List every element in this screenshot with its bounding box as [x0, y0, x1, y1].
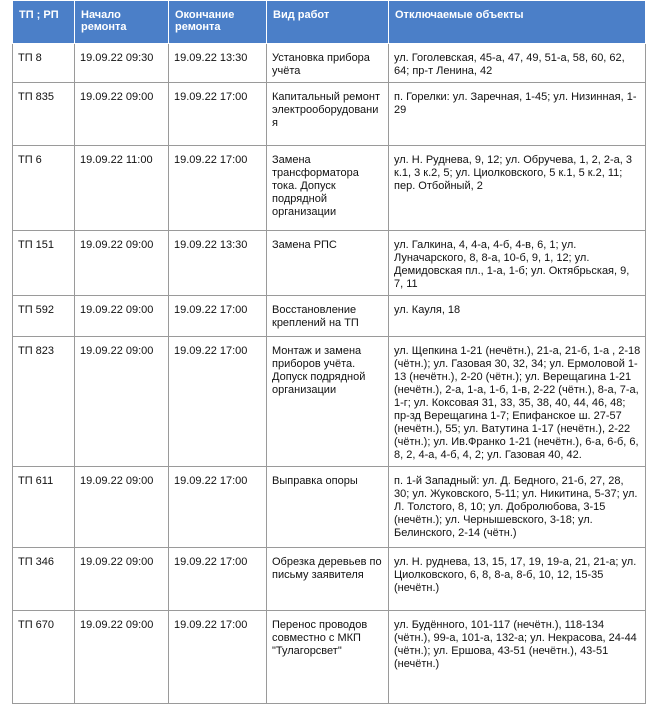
table-row	[13, 467, 646, 548]
cell-end: 19.09.22 17:00	[169, 548, 267, 611]
cell-start: 19.09.22 09:00	[75, 467, 169, 548]
cell-tp: ТП 823	[13, 337, 75, 467]
header-start: Начало ремонта	[75, 1, 169, 44]
cell-start: 19.09.22 09:00	[75, 611, 169, 704]
cell-end: 19.09.22 17:00	[169, 146, 267, 231]
table-header-row	[13, 1, 646, 44]
cell-start: 19.09.22 09:00	[75, 337, 169, 467]
cell-tp: ТП 151	[13, 231, 75, 296]
cell-tp: ТП 592	[13, 296, 75, 337]
table-row	[13, 548, 646, 611]
table-row	[13, 231, 646, 296]
cell-end: 19.09.22 17:00	[169, 296, 267, 337]
cell-end: 19.09.22 17:00	[169, 83, 267, 146]
cell-end: 19.09.22 17:00	[169, 467, 267, 548]
cell-start: 19.09.22 09:00	[75, 296, 169, 337]
outage-table	[12, 0, 646, 704]
cell-end: 19.09.22 13:30	[169, 231, 267, 296]
cell-end: 19.09.22 17:00	[169, 611, 267, 704]
cell-start: 19.09.22 11:00	[75, 146, 169, 231]
cell-objects: п. 1-й Западный: ул. Д. Бедного, 21-б, 27, 28, 30; ул. Жуковского, 5-11; ул. Никитина, 5-37; ул. Л. Толстого, 8, 10; ул. Добролюбова, 3-15 (нечётн.); ул. Чернышевского, 3-18; ул. Белинского, 2-14 (чётн.)	[389, 467, 646, 548]
cell-tp: ТП 8	[13, 44, 75, 83]
cell-work: Замена РПС	[267, 231, 389, 296]
cell-tp: ТП 611	[13, 467, 75, 548]
outage-schedule	[12, 0, 657, 704]
cell-tp: ТП 6	[13, 146, 75, 231]
cell-tp: ТП 346	[13, 548, 75, 611]
cell-objects: ул. Щепкина 1-21 (нечётн.), 21-а, 21-б, 1-а , 2-18 (чётн.); ул. Газовая 30, 32, 34; ул. Ермоловой 1-13 (нечётн.), 2-20 (чётн.); ул. Верещагина 1-21 (нечётн.), 2-а, 1-а, 1-б, 1-в, 2-22 (чётн.), 8-а, 7-а, 1-г; ул. Коксовая 31, 33, 35, 38, 40, 44, 46, 48; пр-зд Верещагина 1-7; Епифанское ш. 27-57 (нечётн.), 55; ул. Ватутина 1-17 (нечётн.), 2-22 (чётн.); ул. Ив.Франко 1-21 (нечётн.), 6-а, 6-б, 6, 8, 2, 4-а, 4-б, 4, 2; ул. Газовая 40, 42.	[389, 337, 646, 467]
cell-work: Замена трансформатора тока. Допуск подрядной организации	[267, 146, 389, 231]
cell-work: Обрезка деревьев по письму заявителя	[267, 548, 389, 611]
cell-end: 19.09.22 17:00	[169, 337, 267, 467]
cell-objects: ул. Кауля, 18	[389, 296, 646, 337]
header-work: Вид работ	[267, 1, 389, 44]
table-row	[13, 146, 646, 231]
cell-objects: ул. Галкина, 4, 4-а, 4-б, 4-в, 6, 1; ул. Луначарского, 8, 8-а, 10-б, 9, 1, 12; ул. Демидовская пл., 1-а, 1-б; ул. Октябрьская, 9, 7, 11	[389, 231, 646, 296]
table-row	[13, 337, 646, 467]
cell-objects: п. Горелки: ул. Заречная, 1-45; ул. Низинная, 1-29	[389, 83, 646, 146]
cell-tp: ТП 670	[13, 611, 75, 704]
cell-end: 19.09.22 13:30	[169, 44, 267, 83]
header-end: Окончание ремонта	[169, 1, 267, 44]
cell-start: 19.09.22 09:00	[75, 548, 169, 611]
cell-work: Установка прибора учёта	[267, 44, 389, 83]
cell-start: 19.09.22 09:30	[75, 44, 169, 83]
cell-start: 19.09.22 09:00	[75, 231, 169, 296]
cell-objects: ул. Н. Руднева, 9, 12; ул. Обручева, 1, 2, 2-а, 3 к.1, 3 к.2, 5; ул. Циолковского, 5 к.1, 5 к.2, 11; пер. Отбойный, 2	[389, 146, 646, 231]
cell-work: Выправка опоры	[267, 467, 389, 548]
cell-objects: ул. Гоголевская, 45-а, 47, 49, 51-а, 58, 60, 62, 64; пр-т Ленина, 42	[389, 44, 646, 83]
cell-objects: ул. Будённого, 101-117 (нечётн.), 118-134 (чётн.), 99-а, 101-а, 132-а; ул. Некрасова, 24-44 (чётн.); ул. Ершова, 43-51 (нечётн.), 43-51 (нечётн.)	[389, 611, 646, 704]
cell-work: Восстановление креплений на ТП	[267, 296, 389, 337]
header-tp: ТП ; РП	[13, 1, 75, 44]
table-row	[13, 611, 646, 704]
cell-tp: ТП 835	[13, 83, 75, 146]
cell-work: Перенос проводов совместно с МКП "Тулагорсвет"	[267, 611, 389, 704]
table-row	[13, 44, 646, 83]
cell-start: 19.09.22 09:00	[75, 83, 169, 146]
header-objects: Отключаемые объекты	[389, 1, 646, 44]
cell-work: Монтаж и замена приборов учёта. Допуск подрядной организации	[267, 337, 389, 467]
cell-objects: ул. Н. руднева, 13, 15, 17, 19, 19-а, 21, 21-а; ул. Циолковского, 6, 8, 8-а, 8-б, 10, 12, 15-35 (нечётн.)	[389, 548, 646, 611]
cell-work: Капитальный ремонт электрооборудования	[267, 83, 389, 146]
table-row	[13, 296, 646, 337]
table-row	[13, 83, 646, 146]
